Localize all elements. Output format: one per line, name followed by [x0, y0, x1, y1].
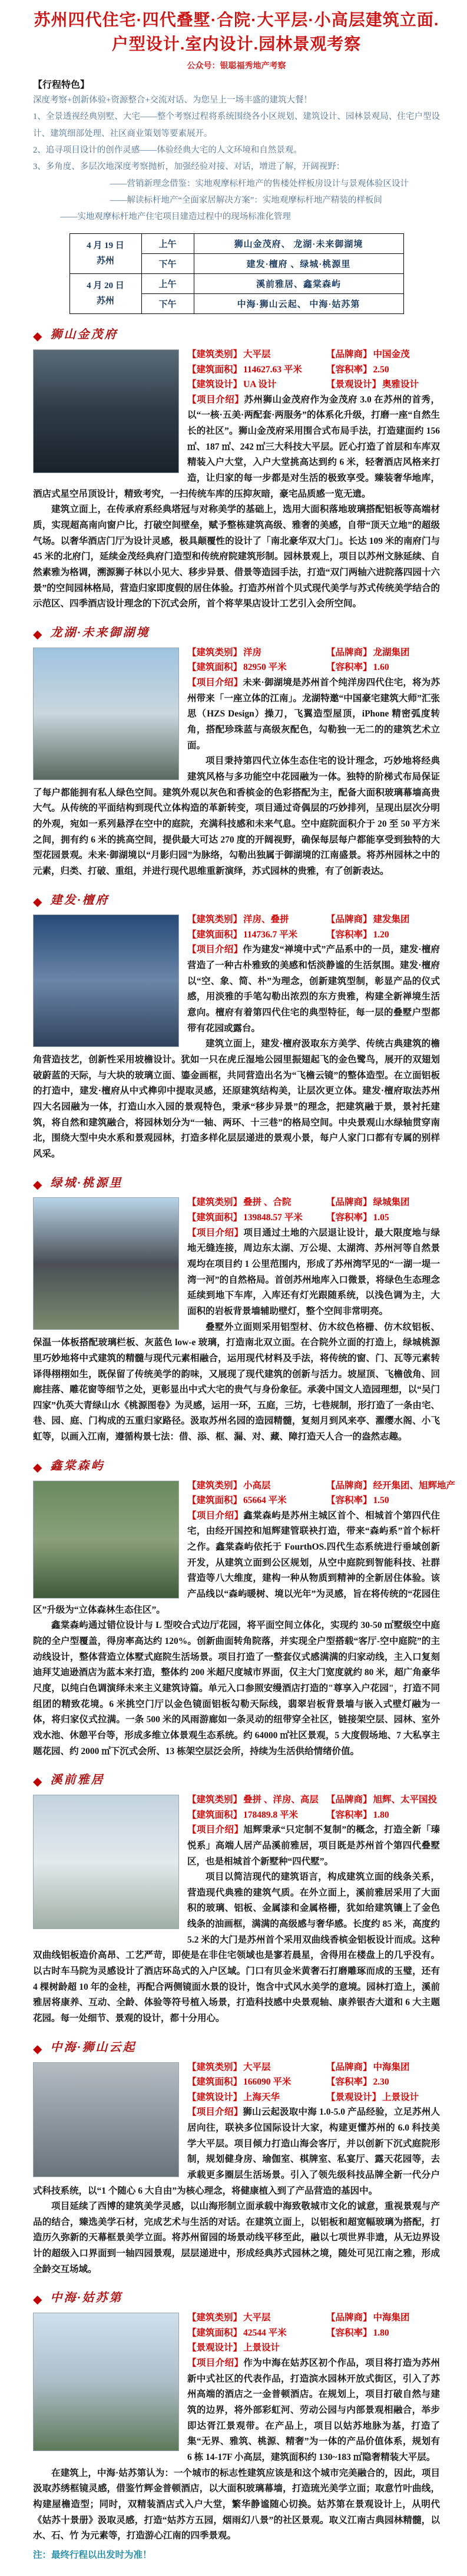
spec-field-row — [187, 1195, 440, 1210]
spec-value: 旭辉、太平国投 — [373, 1795, 437, 1805]
spec-value: 114627.63 平米 — [243, 364, 302, 375]
spec-value: 大平层 — [243, 2062, 271, 2072]
section-paragraph: 【项目介绍】鑫棠森屿是苏州主城区首个、相城首个第四代住宅，由经开国控和旭辉建管联袂打造，带来“森屿系”首个标杆之作。鑫棠森屿依托于 FourthOS.四代生态系统进行垂域创新开发，从建筑立面到公区规划，从空中庭院到智能科技、社群营造等八大维度，建构一种从物质到精神的全新居住体验。该产品线以“森屿暖树、境以光年”为灵感，旨在将传统的“花园住区”升级为“立体森林生态住区”。 — [33, 1510, 440, 1615]
section-body — [33, 1478, 455, 1760]
schedule-date — [69, 234, 141, 274]
spec-pair — [326, 912, 410, 927]
spec-value: 上景设计 — [382, 2092, 419, 2102]
spec-value: 1.50 — [373, 1495, 389, 1506]
spec-label: 【景观设计】 — [326, 2092, 381, 2102]
project-section — [33, 1173, 440, 1445]
spec-pair — [187, 2075, 326, 2090]
spec-label: 【容积率】 — [326, 2327, 372, 2338]
spec-pair — [187, 2090, 326, 2105]
spec-label: 【建筑面积】 — [187, 2327, 243, 2338]
spec-label: 【容积率】 — [326, 929, 372, 940]
spec-label: 【建筑面积】 — [187, 364, 243, 375]
spec-label: 【建筑面积】 — [187, 2077, 243, 2088]
section-title: 鑫棠森屿 — [50, 1459, 105, 1472]
project-photo — [33, 349, 179, 473]
schedule-city-line: 苏州 — [96, 256, 114, 266]
spec-label: 【建筑类别】 — [187, 2062, 243, 2072]
spec-value: 大平层 — [243, 2313, 271, 2323]
spec-pair — [187, 1195, 326, 1210]
spec-pair — [326, 1478, 455, 1494]
spec-label: 【建筑面积】 — [187, 1495, 243, 1506]
section-body — [33, 1792, 440, 2027]
section-header — [33, 2037, 440, 2056]
section-title: 绿城·桃源里 — [50, 1176, 123, 1190]
section-header — [33, 890, 440, 909]
intro-label: 【项目介绍】 — [187, 394, 244, 405]
spec-pair — [326, 2090, 419, 2105]
spec-pair — [187, 2310, 326, 2326]
intro-label: 【项目介绍】 — [187, 1227, 244, 1238]
spec-label: 【建筑面积】 — [187, 929, 243, 940]
spec-value: 139848.57 平米 — [243, 1213, 303, 1223]
spec-field-row — [187, 2326, 440, 2341]
spec-value: 1.80 — [373, 2327, 389, 2338]
spec-label: 【品牌商】 — [326, 2062, 372, 2072]
schedule-date — [69, 274, 141, 314]
spec-value: 166090 平米 — [243, 2077, 292, 2088]
project-section — [33, 1456, 455, 1759]
spec-pair — [326, 1792, 437, 1808]
project-section — [33, 890, 440, 1162]
spec-pair — [187, 1210, 326, 1226]
diamond-icon: ◆ — [33, 2293, 42, 2307]
spec-value: 大平层 — [243, 349, 271, 360]
spec-label: 【建筑类别】 — [187, 1795, 243, 1805]
spec-label: 【景观设计】 — [187, 2343, 243, 2353]
spec-label: 【品牌商】 — [326, 1795, 372, 1805]
section-paragraph: 【项目介绍】狮山云起汲取中海 1.0-5.0 产品经验，立足苏州人居向往，联袂多位国际设计大家，构建更懂苏州的 6.0 科技美学大平层。项目倾力打造山海会客厅，并以创新下沉式庭院形制，规划健身房、瑜伽室、棋牌室、私宴厅、露天花园等，去承载更多圈层生活场景。引入了领先级科技品牌全新一代分户式科技系统，以“1 个随心 6 大自由”为核心理念，将健康植入到了产品营造的基因中。 — [33, 2107, 440, 2196]
project-section — [33, 2037, 440, 2278]
spec-pair — [326, 347, 410, 362]
section-title: 狮山金茂府 — [50, 328, 118, 342]
section-header — [33, 623, 440, 642]
spec-field-row — [187, 1808, 440, 1823]
spec-value: 82950 平米 — [243, 662, 287, 673]
spec-field-row — [187, 660, 440, 675]
section-paragraph: 在建筑上，中海·姑苏第认为：一个城市的标志性建筑应该是和这个城市完美融合的，因此，项目汲取苏绣框镜灵感，借鉴竹辉金普顿酒店，以大面积玻璃幕墙，打造琉光美学立面；取意竹叶曲线，构建屋檐造型；同时，双精装酒店式入户大堂，繁华静谧随心切换。姑苏第在景观设计上，从明代《姑苏十景册》汲取灵感，打造“姑苏方五园，烟雨幻八景”的社区景观。取义江南古典园林精髓，以水、石、竹 为元素等，打造游心江南的四季景观。 — [33, 2468, 440, 2541]
intro-label: 【项目介绍】 — [187, 2107, 243, 2118]
spec-pair — [187, 1478, 326, 1494]
spec-pair — [326, 1195, 410, 1210]
spec-value: 2.30 — [373, 2077, 389, 2088]
spec-pair — [187, 2326, 326, 2341]
schedule-time: 上午 — [141, 274, 194, 294]
project-section — [33, 623, 440, 879]
feature-line: 深度考察+创新体验+资源整合+交流对话、为您呈上一场丰盛的建筑大餐！ — [33, 95, 313, 105]
schedule-date-line: 4 月 19 日 — [87, 241, 124, 251]
diamond-icon: ◆ — [33, 895, 42, 909]
spec-field-row — [187, 347, 440, 362]
section-header — [33, 2288, 440, 2307]
spec-pair — [326, 1808, 389, 1823]
spec-value: UA 设计 — [243, 379, 277, 390]
spec-value: 2.50 — [373, 364, 389, 375]
spec-value: 绿城集团 — [373, 1197, 410, 1208]
spec-field-row — [187, 377, 440, 392]
spec-field-row — [187, 2075, 440, 2090]
schedule-city-line: 苏州 — [96, 296, 114, 306]
wechat-account-line: 公众号：银聪福秀地产考察 — [187, 62, 286, 71]
spec-pair — [187, 362, 326, 378]
diamond-icon: ◆ — [33, 2042, 42, 2056]
spec-value: 1.60 — [373, 662, 389, 673]
spec-label: 【建筑类别】 — [187, 2313, 243, 2323]
intro-label: 【项目介绍】 — [187, 677, 243, 688]
spec-pair — [187, 2060, 326, 2075]
section-paragraph: 【项目介绍】旭辉秉承“只定制不复制”的概念，打造全新「瑧悦系」高端人居产品溪前雅居，项目既是苏州首个第四代叠墅区，也是相城首个新墅种“四代墅”。 — [187, 1825, 440, 1867]
section-title: 龙湖·未来御湖境 — [50, 626, 150, 640]
feature-line: ——解读标杆地产“全面家居解决方案”：实地观摩标杆地产精装的样板间 — [110, 195, 382, 205]
spec-value: 上海天华 — [243, 2092, 280, 2102]
spec-value: 中海集团 — [373, 2062, 410, 2072]
feature-line: 3、多角度、多层次地深度考察抛析，加强经验对接、对话，增进了解，开阔视野： — [33, 162, 345, 172]
project-section — [33, 1770, 440, 2026]
intro-label: 【项目介绍】 — [187, 1510, 244, 1521]
section-body — [33, 912, 440, 1162]
spec-label: 【品牌商】 — [326, 349, 372, 360]
spec-label: 【建筑类别】 — [187, 647, 243, 658]
section-paragraph: 【项目介绍】未来·御湖境是苏州首个纯洋房四代住宅，将为苏州带来「一座立体的江南」。龙湖特邀“中国豪宅建筑大师”汇张思（HZS Design）操刀，飞翼造型屋顶，iPhone 精密弧度转角，搭配珍珠蓝与高级灰配色，勾勒独一无二的的建筑艺术立面。 — [187, 677, 440, 751]
spec-pair — [187, 1493, 326, 1508]
diamond-icon: ◆ — [33, 1178, 42, 1191]
spec-field-row — [187, 927, 440, 943]
spec-pair — [187, 660, 326, 675]
project-photo — [33, 648, 179, 780]
section-paragraph: 建筑立面上，建发·檀府汲取东方美学、传统古典建筑的檐角营造技艺，创新性采用坡檐设计。犹如一只在虎丘湿地公园里振翅起飞的金色鹭鸟，展开的双翅划破蔚蓝的天际，与大块的玻璃立面、鎏金画框，共同营造出名为“飞檐云镜”的整体造型。在立面铝板的打造中，建发·檀府从中式榫卯中提取灵感，还原建筑结构美，让层次更立体。建发·檀府取法苏州四大名园融为一体，打造山水入园的景观特色，秉承“移步异景”的理念，把建筑融于景，景衬托建筑，将自然和建筑融合，将园林划分为“一轴、两环、十三巷”的格局空间。中央景观山水绿轴贯穿南北，围绕大型中央水系和景观园林，打造多样化层层递进的景观小景，每户人家门口都有专属的别样风采。 — [33, 1039, 440, 1159]
spec-label: 【容积率】 — [326, 1495, 372, 1506]
spec-field-row — [187, 645, 440, 660]
section-paragraph: 项目延续了西博的建筑美学灵感，以山海形制立面承载中海致敬城市文化的诚意，重视景观与产品的结合，臻选美学石材，完成艺术与生活的对话。在建筑立面上，以铝板和超宽幅玻璃为搭配，打造历久弥新的天幕框景美学立面。将苏州留园的场景动线平移至此，融以七项世界非遗，从无边界设计的超级入口界面到一轴四园景观，层层递进中，形成经典苏式园林之境，随处可见江南之雅，形成全龄交互场域。 — [33, 2201, 440, 2274]
spec-label: 【建筑面积】 — [187, 1809, 243, 1820]
spec-label: 【容积率】 — [326, 1809, 372, 1820]
feature-line: ——营销新理念借鉴：实地观摩标杆地产的售楼处样板房设计与景观体验区设计 — [110, 179, 409, 189]
section-paragraph: 项目秉持第四代立体生态住宅的设计理念，巧妙地将经典建筑风格与多功能空中花园融为一体。独特的阶梯式布局保证了每户都能拥有私人绿色空间。建筑外观以灰色和香槟金的色彩搭配为主，配备大面积玻璃幕墙高贵大气。从传统的平面结构到现代立体构造的革新转变，项目通过奇偶层的巧妙排列，呈现出层次分明的外观，宛如一系列悬浮在空中的庭院，充满科技感和未来气息。空中庭院面积介于 20 至 50 平方米之间，拥有约 6 米的挑高空间，提供最大可达 270 度的开阔视野，确保每层每户都能享受到独特的大型花园景观。未来·御湖境以“月影归园”为脉络，勾勒出独属于御湖境的江南盛景。将苏州园林之中的元素，归类、打破、重组，并进行现代思维重新演绎，苏式园林的贵雅，有了创新表达。 — [33, 756, 440, 876]
spec-value: 上景设计 — [243, 2343, 280, 2353]
spec-pair — [187, 1808, 326, 1823]
spec-pair — [326, 362, 389, 378]
section-body — [33, 347, 440, 612]
spec-pair — [187, 377, 326, 392]
diamond-icon: ◆ — [33, 330, 42, 344]
spec-field-row — [187, 1210, 440, 1226]
project-photo — [33, 914, 179, 1047]
spec-pair — [326, 660, 389, 675]
spec-value: 中国金茂 — [373, 349, 410, 360]
schedule-time: 上午 — [141, 234, 194, 254]
section-header — [33, 325, 440, 344]
spec-label: 【品牌商】 — [326, 647, 372, 658]
spec-pair — [326, 2310, 410, 2326]
spec-label: 【建筑面积】 — [187, 662, 243, 673]
spec-value: 奥雅设计 — [382, 379, 419, 390]
section-paragraph: 【项目介绍】作为中海在姑苏区初个作品，项目将打造为苏州新中式社区的代表作品，打造滨水园林开放式街区，引入了苏州高端的酒店之一金普顿酒店。在规划上，项目打破自然与建筑的边界，将外部彩虹河、劳动公园与内部景观相融合，举步即达胥江景观带。在产品上，项目以姑苏地脉为基，打造了集“无界、雅筑、桃源、精奢”为一体的产品价值体系，规划有 6 栋 14-17F 小高层，建筑面积约 130~183 ㎡隐奢精装大平层。 — [187, 2357, 440, 2462]
spec-label: 【品牌商】 — [326, 1197, 372, 1208]
section-paragraph: 叠墅外立面则采用铝型材、仿木纹色格栅、仿木纹铝板、保温一体板搭配玻璃栏板、灰蓝色 low-e 玻璃，打造南北双立面。在合院外立面的打造上，绿城桃源里巧妙地将中式建筑的精髓与现代元素相融合，运用现代材料及手法，将传统的窗、门、瓦等元素转译得栩栩如生，既保留了传统美学的韵味，又展现了现代建筑的创新与活力。坡屋顶、飞檐戗角、回廊挂落、雕花窗等细节之处，更彰显出中式大宅的贵气与身份象征。承袭中国文人造园理想，以“吴门四家”仇英大青绿山水《桃源图卷》为灵感，运用一环，五庭，三坊，七巷规制，形打造了一条由宅、巷、园、庭、门构成的五重归家路径。汲取苏州名园的造园精髓，复刻月到风来亭、濯缨水阁、小飞虹等，以画入江南，遵循构景七法：借、添、框、漏、对、藏、障打造天人合一的盎然志趣。 — [33, 1322, 440, 1442]
spec-field-row — [187, 2310, 440, 2326]
spec-value: 114736.7 平米 — [243, 929, 298, 940]
final-note: 注：最终行程以出发时为准！ — [33, 2549, 152, 2560]
schedule-destinations: 溪前雅居、鑫棠森屿 — [194, 274, 403, 294]
spec-label: 【建筑类别】 — [187, 1197, 243, 1208]
spec-label: 【品牌商】 — [326, 1480, 372, 1491]
schedule-date-line: 4 月 20 日 — [87, 281, 124, 291]
section-body — [33, 1195, 440, 1445]
project-photo — [33, 1481, 179, 1599]
intro-label: 【项目介绍】 — [187, 1825, 244, 1835]
spec-pair — [326, 2326, 389, 2341]
spec-field-row — [187, 362, 440, 378]
project-section — [33, 325, 440, 612]
schedule-time: 下午 — [141, 294, 194, 314]
spec-label: 【容积率】 — [326, 2077, 372, 2088]
spec-value: 洋房 — [243, 647, 262, 658]
project-section — [33, 2288, 440, 2544]
page-title: 苏州四代住宅·四代叠墅·合院·大平层·小高层建筑立面.户型设计.室内设计.园林景观考察 — [34, 11, 439, 53]
spec-value: 1.05 — [373, 1213, 389, 1223]
schedule-time: 下午 — [141, 254, 194, 274]
spec-label: 【建筑类别】 — [187, 914, 243, 925]
schedule-destinations: 中海·狮山云起、 中海·姑苏第 — [194, 294, 403, 314]
features-list — [33, 92, 440, 225]
section-paragraph: 建筑立面上，在传承府系经典塔冠与对称美学的基础上，选用大面积落地玻璃搭配铝板等高端材质，实现超高南向窗户比，打破空间壁垒，赋予整栋建筑高级、雅奢的美感，自带“顶天立地”的超级气场。以奢华酒店门厅为设计灵感，极具颠覆性的设计了「南北豪华双大门」。长达 109 米的南府门与 45 米的北府门，延续金茂经典府门造型和传统府院建筑形制。园林景观上，项目以苏州文脉延续、自然素雅为格调，溯源狮子林以小见大、移步异景、借景等造园手法，打造“双门两轴六进院落四园十六景”的空间园林格局，营造归家即度假的居住体验。打造苏州首个贝式现代美学与苏式传统美学结合的示范区、四季酒店设计理念的下沉式会所，首个将苹果店设计工艺引入会所空间。 — [33, 504, 440, 609]
project-photo — [33, 2062, 179, 2177]
spec-value: 65664 平米 — [243, 1495, 287, 1506]
section-header — [33, 1456, 440, 1475]
spec-field-row — [187, 2090, 440, 2105]
diamond-icon: ◆ — [33, 628, 42, 641]
schedule-row — [69, 234, 403, 254]
spec-pair — [326, 927, 389, 943]
feature-line: 2、追寻项目设计的创作灵感——体验经典大宅的人文环境和自然景观。 — [33, 145, 302, 155]
section-paragraph: 【项目介绍】苏州狮山金茂府作为金茂府 3.0 在苏州的首秀，以“一核·五美·两配套·两服务”的体系化升级，打磨一座“自然生长的社区”。狮山金茂府采用围合式布局手法，打造建面约 156 ㎡、187 ㎡、242 ㎡三大科技大平层。匠心打造了首层和车库双精装入户大堂，入户大堂挑高达到约 6 米，轻奢酒店风格来打造，让归家的每一步都是对生活的极致享受。臻装奢华地库，酒店式星空吊顶设计，精致考究，一扫传统车库的压抑灰暗，豪宅品质感一览无遗。 — [33, 394, 440, 499]
spec-value: 叠拼 、洋房、高层 — [243, 1795, 319, 1805]
spec-value: 叠拼 、合院 — [243, 1197, 292, 1208]
spec-value: 龙湖集团 — [373, 647, 410, 658]
spec-label: 【容积率】 — [326, 662, 372, 673]
feature-line: ——实地观摩标杆地产住宅项目建造过程中的现场标准化管理 — [60, 212, 291, 222]
spec-pair — [187, 2340, 280, 2356]
spec-field-row — [187, 2340, 440, 2356]
spec-field-row — [187, 2060, 440, 2075]
spec-label: 【建筑类别】 — [187, 349, 243, 360]
intro-label: 【项目介绍】 — [187, 2357, 244, 2368]
features-heading: 【行程特色】 — [33, 80, 90, 91]
spec-label: 【建筑面积】 — [187, 1213, 243, 1223]
spec-label: 【建筑类别】 — [187, 1480, 243, 1491]
spec-value: 42544 平米 — [243, 2327, 287, 2338]
spec-pair — [326, 377, 419, 392]
section-body — [33, 2060, 440, 2278]
spec-label: 【建筑设计】 — [187, 379, 243, 390]
spec-pair — [187, 347, 326, 362]
section-body — [33, 2310, 440, 2544]
spec-label: 【容积率】 — [326, 364, 372, 375]
spec-label: 【建筑设计】 — [187, 2092, 243, 2102]
spec-label: 【景观设计】 — [326, 379, 381, 390]
section-paragraph: 鑫棠森屿通过错位设计与 L 型咬合式边厅花园，将平面空间立体化，实现约 30-50 ㎡墅级空中庭院的全户型覆盖，得房率高达约 120%。创新曲面转角院落，并实现全户型搭载“客厅-空中庭院”的主动线设计，整体营造立体墅式庭院生活场景。项目打造了一整套仪式感满满的归家动线，主入口复刻迪拜艾迪逊酒店为蓝本来打造，整体约 200 米超尺度城市界面，仅主大门宽度就约 80 米，超广角豪华尺度，以纯白色调演绎未来主义建筑诗篇。单元入口参照安缦酒店打造的"尊享入户花园"，打造不同组团的精致花境。6 米挑空门厅以金色镜面铝板勾勒天际线，翡翠岩板背景墙与嵌入式壁灯融为一体，将归家仪式拉满。一条 500 米的风雨游廊如一条灵动的纽带穿全社区，链接架空层、园林、室外戏水池、休憩平台等，形成多维立体景观生态系统。约 64000 ㎡社区景观，5 大度假场地、7 大私享主题花园、约 2000 ㎡下沉式会所、13 栋架空层泛会所，持续为生活供给情绪价值。 — [33, 1620, 440, 1756]
spec-label: 【品牌商】 — [326, 914, 372, 925]
section-body — [33, 645, 440, 880]
schedule-destinations: 建发·檀府 、绿城·桃源里 — [194, 254, 403, 274]
spec-pair — [326, 2060, 410, 2075]
section-title: 溪前雅居 — [50, 1774, 105, 1787]
project-photo — [33, 2313, 179, 2451]
spec-pair — [187, 645, 326, 660]
section-header — [33, 1770, 440, 1789]
spec-pair — [326, 1493, 389, 1508]
spec-field-row — [187, 1478, 455, 1494]
spec-pair — [187, 912, 326, 927]
spec-value: 1.80 — [373, 1809, 389, 1820]
spec-field-row — [187, 1493, 440, 1508]
diamond-icon: ◆ — [33, 1461, 42, 1474]
diamond-icon: ◆ — [33, 1775, 42, 1789]
spec-label: 【容积率】 — [326, 1213, 372, 1223]
spec-value: 洋房、叠拼 — [243, 914, 289, 925]
intro-label: 【项目介绍】 — [187, 944, 243, 955]
section-paragraph: 项目以简洁现代的建筑语言，构成建筑立面的线条关系，营造现代典雅的建筑气质。在外立面上，溪前雅居采用了大面积的玻璃、铝板、金属漆和金属格栅，犹如给建筑镶上了金色线条的油画框，满满的高级感与奢华感。长度约 85 米，高度约 5.2 米的大门是苏州首个采用双曲线香槟金铝板设计而成。这种双曲线铝板造价高昂、工艺严苛，即使是在非住宅领域也是寥若晨星，舍得用在楼盘上的几乎没有。以古时车马院为灵感设计了酒店环岛式的入户区域。门口有贝金米黄奢石打磨雕琢而成的玉璧，还有 4 棵树龄超 10 年的金桂，再配合两侧镜面水景的设计，饱含中式风水美学的意境。园林打造上，溪前雅居将康养、互动、全龄、体验等符号植入场景，打造科技感中央景观轴、康养银杏大道和 6 大主题花园。每一处细节、景观的设计，都十分用心。 — [33, 1872, 440, 2024]
schedule-row — [69, 274, 403, 294]
section-title: 中海·狮山云起 — [50, 2040, 137, 2054]
section-title: 中海·姑苏第 — [50, 2291, 123, 2305]
project-photo — [33, 1197, 179, 1330]
spec-pair — [326, 1210, 389, 1226]
spec-pair — [326, 2075, 389, 2090]
project-photo — [33, 1795, 179, 1929]
spec-value: 1.20 — [373, 929, 389, 940]
project-sections — [33, 325, 455, 2544]
spec-value: 小高层 — [243, 1480, 271, 1491]
spec-value: 经开集团、旭辉地产 — [373, 1480, 455, 1491]
spec-label: 【品牌商】 — [326, 2313, 372, 2323]
spec-value: 中海集团 — [373, 2313, 410, 2323]
schedule-destinations: 狮山金茂府、 龙湖·未来御湖境 — [194, 234, 403, 254]
spec-value: 178489.8 平米 — [243, 1809, 299, 1820]
spec-field-row — [187, 912, 440, 927]
spec-field-row — [187, 1792, 440, 1808]
section-paragraph: 【项目介绍】项目通过土地的六层退让设计，最大限度地与绿地无缝连接，周边东太湖、万公堤、太湖湾、苏州河等自然景观均在项目约 1 公里范围内，形成了苏州湾罕见的“一湖一堤一湾一河”的自然格局。首创苏州地库入口微景，将绿色生态理念延续到地下车库，入库还有灯光跟随系统，以浅色调为主，大面积的岩板背景墙辅助壁灯，整个空间非常明亮。 — [187, 1227, 440, 1316]
spec-value: 建发集团 — [373, 914, 410, 925]
section-title: 建发·檀府 — [50, 893, 110, 907]
spec-pair — [187, 1792, 326, 1808]
feature-line: 1、全景透视经典别墅、大宅——整个考察过程将系统围绕各小区规划、建筑设计、园林景观局、住宅户型设计、建筑细部处理、社区商业策划等要素展开。 — [33, 112, 440, 138]
spec-pair — [187, 927, 326, 943]
section-header — [33, 1173, 440, 1192]
spec-pair — [326, 645, 410, 660]
schedule-table — [69, 233, 404, 314]
section-paragraph: 【项目介绍】作为建发“禅境中式”产品系中的一员，建发·檀府营造了一种古朴雅致的美感和恬淡静谧的生活氛围。建发·檀府以“空、象、简、朴”为理念，创新建筑型制，彰显产品的仪式感，用淡雅的手笔勾勒出浓烈的东方贵雅，构建全新禅境生活意向。檀府有着第四代住宅的典型特征，每一层的叠墅户型都带有花园或露台。 — [187, 944, 440, 1033]
